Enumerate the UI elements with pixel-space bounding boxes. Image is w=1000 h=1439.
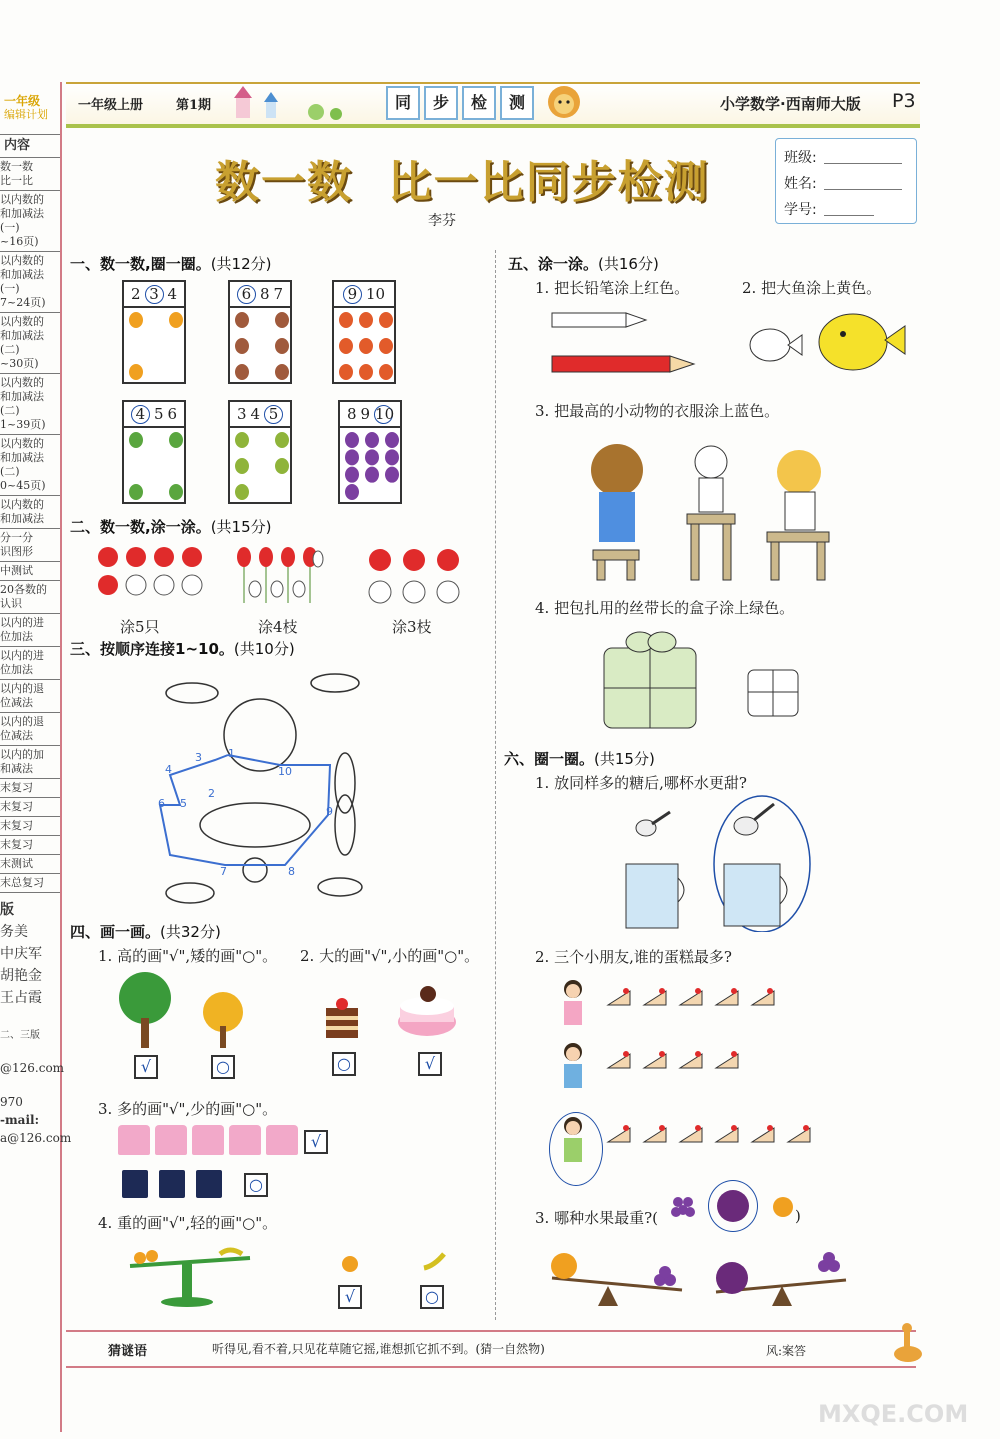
section1-title: 一、数一数,圈一圈。 <box>70 255 211 273</box>
credit-line: 王占霞 <box>0 990 42 1006</box>
carrot-icon <box>379 338 393 354</box>
tall-tree-icon <box>115 972 175 1054</box>
shirt-icon <box>229 1125 261 1155</box>
section5-title: 五、涂一涂。 <box>508 255 599 273</box>
section1-points: (共12分) <box>210 255 272 273</box>
eggplant-icon <box>385 467 399 483</box>
section5-heading <box>508 253 659 274</box>
cake-slice-icon <box>606 985 632 1007</box>
sidebar-item: 以内数的 和加减法 <box>0 496 60 529</box>
answer-box[interactable]: ○ <box>332 1052 356 1076</box>
small-gift-box-icon <box>745 660 801 724</box>
class-field[interactable] <box>824 163 902 164</box>
credit-line: 务美 <box>0 924 28 940</box>
carrot-icon <box>339 364 353 380</box>
mushroom-icon <box>235 338 249 354</box>
pumpkin-icons <box>124 308 184 382</box>
shirt-icon <box>118 1125 150 1155</box>
sidebar-item: 以内数的 和加减法 (一) ~16页) <box>0 191 60 252</box>
number-choice[interactable]: 5 <box>264 405 283 424</box>
grapes-icon <box>668 1192 698 1226</box>
pumpkin-icon <box>129 312 143 328</box>
sidebar-edition: 二、三版 <box>0 1030 40 1041</box>
section5-q1: 1. 把长铅笔涂上红色。 <box>535 279 690 297</box>
section2-title: 二、数一数,涂一涂。 <box>70 518 211 536</box>
small-fish-icon <box>748 326 804 368</box>
header-issue: 第1期 <box>176 98 212 113</box>
big-fish-icon <box>817 310 909 376</box>
name-label: 姓名: <box>784 176 817 192</box>
dot-number: 9 <box>326 805 333 818</box>
sidebar-item: 数一数 比一比 <box>0 158 60 191</box>
section6-q3-close: ) <box>795 1207 801 1225</box>
big-cake-icon <box>396 982 458 1044</box>
sidebar <box>0 82 72 1432</box>
cake-slice-icon <box>606 1048 632 1070</box>
section4-q4: 4. 重的画"√",轻的画"○"。 <box>98 1214 278 1232</box>
cake-slice-icon <box>786 1122 812 1144</box>
sidebar-item: 以内数的 和加减法 (二) ~30页) <box>0 313 60 374</box>
mushroom-icon <box>275 312 289 328</box>
section6-title: 六、圈一圈。 <box>504 750 595 768</box>
dot-number: 2 <box>208 787 215 800</box>
cake-slice-icon <box>750 1122 776 1144</box>
short-pencil-icon <box>550 310 650 334</box>
header-bar <box>66 82 920 128</box>
footer-riddle: 听得见,看不着,只见花草随它摇,谁想抓它抓不到。(猜一自然物) <box>212 1342 545 1356</box>
banana-icon <box>422 1252 446 1276</box>
dot-number: 3 <box>195 751 202 764</box>
answer-box[interactable]: √ <box>338 1285 362 1309</box>
sidebar-item: 末总复习 <box>0 874 60 893</box>
carrot-icon <box>339 312 353 328</box>
sidebar-item: 以内数的 和加减法 (二) 0~45页) <box>0 435 60 496</box>
eggplant-icon <box>345 449 359 465</box>
mushroom-icon <box>235 312 249 328</box>
carrot-icon <box>339 338 353 354</box>
mushroom-icon <box>275 364 289 380</box>
corn-icons <box>230 428 290 502</box>
section5-q3: 3. 把最高的小动物的衣服涂上蓝色。 <box>535 402 780 420</box>
caption: 涂4枝 <box>258 618 298 636</box>
section4-title: 四、画一画。 <box>70 923 161 941</box>
carrot-icon <box>359 338 373 354</box>
animals-on-stools-illustration <box>585 432 845 586</box>
flower-group-3 <box>366 548 466 610</box>
section2-heading <box>70 516 272 537</box>
cup-small-spoon-icon <box>620 806 690 934</box>
eggplant-icon <box>365 432 379 448</box>
connect-dots-airplane <box>150 665 380 919</box>
number-choice[interactable]: 4 <box>131 405 150 424</box>
cake-slice-icon <box>642 1122 668 1144</box>
cake-slice-icon <box>714 985 740 1007</box>
seesaw-1-illustration <box>548 1250 688 1314</box>
page-number: P3 <box>892 90 916 112</box>
answer-box[interactable]: ○ <box>211 1055 235 1079</box>
count-box-pumpkin <box>122 280 186 384</box>
answer-box[interactable]: ○ <box>244 1173 268 1197</box>
author: 李芬 <box>428 213 456 229</box>
sidebar-item: 末复习 <box>0 779 60 798</box>
carrot-icon <box>359 312 373 328</box>
number-choices <box>230 402 290 428</box>
shirt-icon <box>192 1125 224 1155</box>
carrot-icons <box>334 308 394 382</box>
section4-heading <box>70 921 221 942</box>
answer-box[interactable]: ○ <box>420 1285 444 1309</box>
sidebar-item: 以内的进 位加法 <box>0 647 60 680</box>
cake-slice-icon <box>678 985 704 1007</box>
sidebar-item: 20各数的 认识 <box>0 581 60 614</box>
answer-box[interactable]: √ <box>134 1055 158 1079</box>
seesaw-2-illustration <box>712 1246 852 1314</box>
sidebar-email: a@126.com <box>0 1131 72 1145</box>
number-choice[interactable]: 10 <box>365 285 386 303</box>
sidebar-plan: 编辑计划 <box>4 108 48 121</box>
sidebar-item: 末复习 <box>0 817 60 836</box>
page-title: 数一数 比一比同步检测 <box>215 157 710 208</box>
number-choice[interactable]: 5 <box>153 405 164 423</box>
small-cake-icon <box>322 994 362 1048</box>
pants-icon <box>122 1170 148 1198</box>
giraffe-icon <box>890 1322 926 1370</box>
eggplant-icon <box>345 484 359 500</box>
section3-title: 三、按顺序连接1~10。 <box>70 640 234 658</box>
credit-line: 版 <box>0 902 14 918</box>
answer-box[interactable]: √ <box>418 1052 442 1076</box>
number-choice[interactable]: 4 <box>250 405 261 423</box>
sidebar-item: 以内数的 和加减法 (一) 7~24页) <box>0 252 60 313</box>
sidebar-email: @126.com <box>0 1061 65 1075</box>
section4-q3: 3. 多的画"√",少的画"○"。 <box>98 1100 278 1118</box>
number-choices <box>340 402 400 428</box>
eggplant-icons <box>340 428 400 502</box>
eggplant-icon <box>345 432 359 448</box>
number-choice[interactable]: 3 <box>236 405 247 423</box>
cake-slice-icon <box>678 1122 704 1144</box>
student-info-box <box>775 138 917 224</box>
credit-line: 中庆军 <box>0 946 42 962</box>
watermark: MXQE.COM <box>818 1400 969 1428</box>
cabbage-icon <box>129 432 143 448</box>
caption: 涂3枝 <box>392 618 432 636</box>
footer-label: 猜谜语 <box>108 1344 148 1359</box>
sidebar-mail-label: -mail: <box>0 1113 39 1127</box>
section3-points: (共10分) <box>233 640 295 658</box>
section4-points: (共32分) <box>160 923 221 941</box>
section6-q1: 1. 放同样多的糖后,哪杯水更甜? <box>535 774 747 792</box>
corn-icon <box>235 484 249 500</box>
child-icon <box>560 1042 586 1090</box>
number-choice[interactable]: 4 <box>167 285 178 303</box>
cake-slice-icon <box>606 1122 632 1144</box>
cake-slice-icon <box>750 985 776 1007</box>
cabbage-icon <box>169 484 183 500</box>
sidebar-item: 分一分 识图形 <box>0 529 60 562</box>
number-choice[interactable]: 9 <box>343 285 362 304</box>
tag-box: 测 <box>500 86 534 120</box>
number-choices <box>124 402 184 428</box>
count-box-corn <box>228 400 292 504</box>
count-box-cabbage <box>122 400 186 504</box>
number-choices <box>124 282 184 308</box>
flower-group-2 <box>236 545 326 609</box>
sidebar-item: 以内的退 位减法 <box>0 680 60 713</box>
header-castle-illustration <box>216 84 366 120</box>
section1-heading <box>70 253 272 274</box>
corn-icon <box>275 432 289 448</box>
child-icon <box>560 979 586 1027</box>
orange-icon <box>772 1196 794 1222</box>
footer-answer: 风:案答 <box>766 1344 807 1358</box>
dot-number: 1 <box>228 747 235 760</box>
count-box-mushroom <box>228 280 292 384</box>
number-choice[interactable]: 7 <box>273 285 284 303</box>
section6-q3 <box>535 1207 658 1228</box>
dot-number: 8 <box>288 865 295 878</box>
number-choice[interactable]: 9 <box>360 405 371 423</box>
section5-q2: 2. 把大鱼涂上黄色。 <box>742 279 882 297</box>
number-choices <box>334 282 394 308</box>
short-tree-icon <box>200 992 246 1054</box>
pumpkin-icon <box>129 364 143 380</box>
cabbage-icon <box>129 484 143 500</box>
carrot-icon <box>379 364 393 380</box>
cake-slice-icon <box>642 985 668 1007</box>
column-divider <box>495 250 496 1320</box>
tag-box: 同 <box>386 86 420 120</box>
count-box-carrot <box>332 280 396 384</box>
dot-number: 7 <box>220 865 227 878</box>
mushroom-icon <box>275 338 289 354</box>
name-field[interactable] <box>824 189 902 190</box>
sidebar-item: 末测试 <box>0 855 60 874</box>
pants-icon <box>159 1170 185 1198</box>
sidebar-contents-list <box>0 158 60 893</box>
section6-q3-text: 3. 哪种水果最重?( <box>535 1209 658 1227</box>
cup-large-spoon-icon <box>710 792 814 936</box>
corn-icon <box>235 432 249 448</box>
section5-q4: 4. 把包扎用的丝带长的盒子涂上绿色。 <box>535 599 795 617</box>
cabbage-icons <box>124 428 184 502</box>
header-lion-mascot-icon <box>544 84 584 126</box>
mushroom-icon <box>235 364 249 380</box>
dot-number: 5 <box>180 797 187 810</box>
number-choice[interactable]: 8 <box>259 285 270 303</box>
cake-slice-icon <box>642 1048 668 1070</box>
long-pencil-icon <box>550 352 698 380</box>
number-choice[interactable]: 6 <box>167 405 178 423</box>
tag-box: 步 <box>424 86 458 120</box>
corn-icon <box>235 458 249 474</box>
cake-slice-icon <box>714 1048 740 1070</box>
sidebar-grade: 一年级 <box>4 94 41 108</box>
mushroom-icons <box>230 308 290 382</box>
id-label: 学号: <box>784 202 817 218</box>
eggplant-icon <box>365 449 379 465</box>
credit-line: 胡艳金 <box>0 968 42 984</box>
sidebar-item: 以内的进 位加法 <box>0 614 60 647</box>
footer-bar <box>66 1330 916 1368</box>
sidebar-item: 以内的加 和减法 <box>0 746 60 779</box>
sidebar-item: 以内数的 和加减法 (二) 1~39页) <box>0 374 60 435</box>
sidebar-item: 中测试 <box>0 562 60 581</box>
number-choices <box>230 282 290 308</box>
count-box-eggplant <box>338 400 402 504</box>
number-choice[interactable]: 6 <box>237 285 256 304</box>
header-tags <box>386 86 538 120</box>
dot-number: 10 <box>278 765 292 778</box>
dot-number: 4 <box>165 763 172 776</box>
section6-points: (共15分) <box>594 750 655 768</box>
carrot-icon <box>379 312 393 328</box>
shirt-icon <box>155 1125 187 1155</box>
balance-scale-icon <box>120 1244 260 1312</box>
orange-icon <box>340 1254 360 1278</box>
big-gift-box-icon <box>600 628 700 736</box>
sidebar-item: 末复习 <box>0 798 60 817</box>
header-subject: 小学数学·西南师大版 <box>720 95 861 113</box>
cake-slice-icon <box>678 1048 704 1070</box>
corn-icon <box>275 458 289 474</box>
section5-points: (共16分) <box>598 255 659 273</box>
cake-slice-icon <box>714 1122 740 1144</box>
tag-box: 检 <box>462 86 496 120</box>
eggplant-icon <box>365 467 379 483</box>
dot-number: 6 <box>158 797 165 810</box>
class-label: 班级: <box>784 150 817 166</box>
number-choice[interactable]: 8 <box>346 405 357 423</box>
section4-q2: 2. 大的画"√",小的画"○"。 <box>300 947 480 965</box>
section3-heading <box>70 638 295 659</box>
section2-points: (共15分) <box>210 518 272 536</box>
eggplant-icon <box>345 467 359 483</box>
section4-q1: 1. 高的画"√",矮的画"○"。 <box>98 947 278 965</box>
id-field[interactable] <box>824 215 874 216</box>
answer-circle <box>549 1112 603 1186</box>
shirt-icon <box>266 1125 298 1155</box>
pumpkin-icon <box>169 312 183 328</box>
sidebar-item: 以内的退 位减法 <box>0 713 60 746</box>
number-choice[interactable]: 2 <box>130 285 141 303</box>
section6-heading <box>504 748 655 769</box>
pants-icon <box>196 1170 222 1198</box>
sidebar-credits <box>0 899 60 1009</box>
carrot-icon <box>359 364 373 380</box>
header-grade: 一年级上册 <box>78 98 144 113</box>
section6-q2: 2. 三个小朋友,谁的蛋糕最多? <box>535 948 732 966</box>
sidebar-item: 末复习 <box>0 836 60 855</box>
flower-group-1 <box>98 545 208 605</box>
sidebar-phone: 970 <box>0 1095 23 1109</box>
eggplant-icon <box>385 432 399 448</box>
number-choice[interactable]: 10 <box>375 405 395 423</box>
eggplant-icon <box>385 449 399 465</box>
answer-box[interactable]: √ <box>304 1130 328 1154</box>
cabbage-icon <box>169 432 183 448</box>
sidebar-header: 内容 <box>0 134 60 158</box>
number-choice[interactable]: 3 <box>145 285 164 304</box>
caption: 涂5只 <box>120 618 160 636</box>
plum-icon-circled <box>708 1180 758 1232</box>
